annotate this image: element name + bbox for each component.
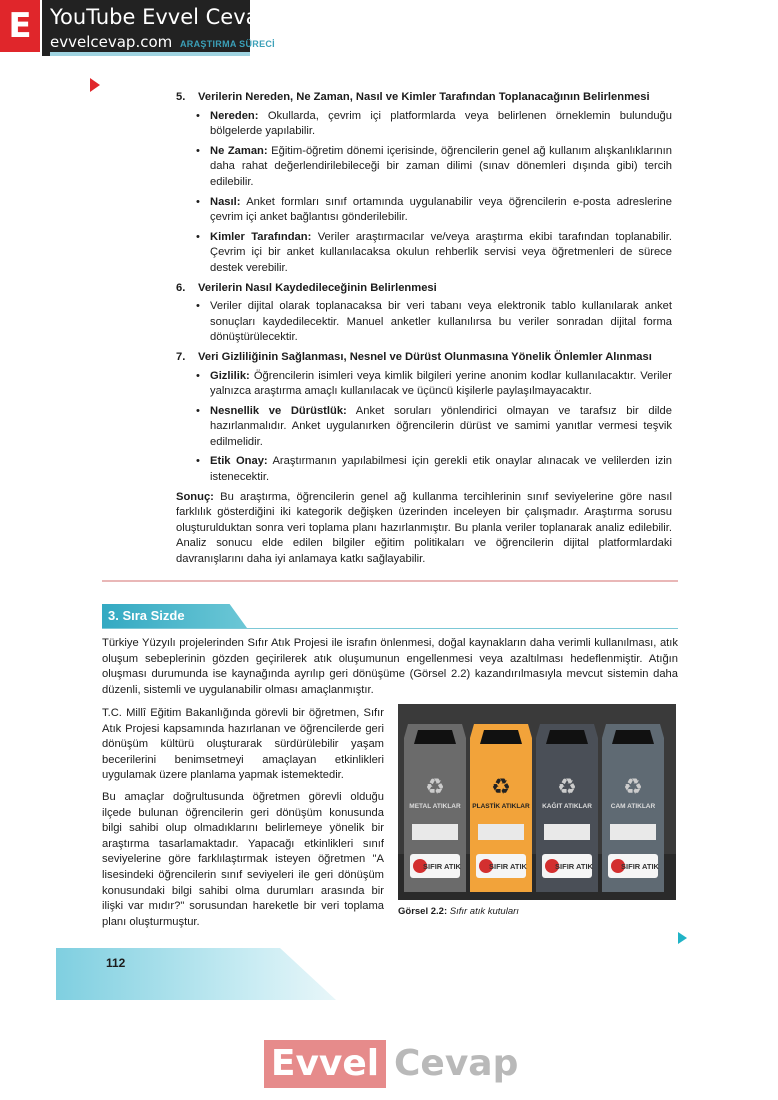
recycle-icon: ♻ xyxy=(623,774,643,799)
sifir-atik-logo: SIFIR ATIK xyxy=(489,862,527,871)
watermark-cevap: Cevap xyxy=(394,1043,519,1084)
list-item xyxy=(210,369,672,400)
bin-label: PLASTİK ATIKLAR xyxy=(472,803,530,810)
recycle-icon: ♻ xyxy=(491,774,511,799)
bullet-list xyxy=(176,299,672,346)
sira-sizde-underline xyxy=(102,628,678,629)
sira-sizde-title: 3. Sıra Sizde xyxy=(108,608,185,623)
header-bar xyxy=(50,52,250,56)
list-item xyxy=(210,144,672,191)
section-number: 5. xyxy=(176,91,186,103)
watermark-evvel: Evvel xyxy=(264,1040,386,1088)
item-text: Anket soruları yönlendirici olmayan ve tarafsız bir dilde hazırlanmalıdır. Anket uygulanırken öğrencilerin dürüst ve samimi yanıtlar vermesi teşvik edilmelidir. xyxy=(210,404,672,448)
item-text: Araştırmanın yapılabilmesi için gerekli etik onaylar alınacak ve velilerden izin istenecektir. xyxy=(210,455,672,484)
item-label: Nesnellik ve Dürüstlük: xyxy=(210,404,347,417)
section-7 xyxy=(176,350,672,486)
item-label: Kimler Tarafından: xyxy=(210,230,312,243)
section-title: Veri Gizliliğinin Sağlanması, Nesnel ve Dürüst Olunmasına Yönelik Önlemler Alınması xyxy=(198,350,652,363)
section-number: 7. xyxy=(176,350,186,363)
bin-label: CAM ATIKLAR xyxy=(610,803,656,810)
section-title: Verilerin Nasıl Kaydedileceğinin Belirlenmesi xyxy=(198,281,437,294)
bullet-list xyxy=(176,109,672,277)
section-heading xyxy=(176,350,672,366)
brand-logo-icon: E xyxy=(0,0,40,52)
bin-label: KAĞIT ATIKLAR xyxy=(542,803,592,810)
item-text: Öğrencilerin isimleri veya kimlik bilgileri yerine anonim kodlar kullanılacaktır. Veriler yalnızca araştırma amaçlı kullanılacak ve üçüncü kişilerle paylaşılmayacaktır. xyxy=(210,369,672,398)
recycle-icon: ♻ xyxy=(425,774,445,799)
left-column-text xyxy=(102,706,384,936)
footer-bar xyxy=(56,948,336,1000)
recycling-bin xyxy=(470,724,532,892)
list-item xyxy=(210,404,672,451)
caption-label: Görsel 2.2: xyxy=(398,906,448,917)
section-6 xyxy=(176,281,672,346)
marker-arrow-icon xyxy=(90,78,100,92)
sifir-atik-logo: SIFIR ATIK xyxy=(423,862,461,871)
item-text: Veriler araştırmacılar ve/veya araştırma ekibi tarafından toplanabilir. Çevrim içi bir anket kullanılacaksa okulun rehberlik servisi veya öğretmenleri de sürece destek verebilir. xyxy=(210,230,673,274)
section-number: 6. xyxy=(176,281,186,294)
brand-url: evvelcevap.com xyxy=(50,33,173,51)
conclusion-label: Sonuç: xyxy=(176,490,214,503)
item-text: Veriler dijital olarak toplanacaksa bir veri tabanı veya elektronik tablo kullanılarak anket sonuçları kaydedilecektir. Manuel anketler kullanılırsa bu veriler sonradan dijital forma dönüştürülecektir. xyxy=(210,300,672,344)
item-label: Gizlilik: xyxy=(210,369,250,382)
recycling-bin xyxy=(602,724,664,892)
intro-paragraph: Türkiye Yüzyılı projelerinden Sıfır Atık Projesi ile israfın önlenmesi, doğal kaynakların daha verimli kullanılması, atık oluşum sebeplerinin gözden geçirilerek atık oluşumunun engellenmesi veya azaltılması hedeflenmiştir. Atığın oluşması durumunda ise kaynağında ayrılıp geri dönüşüme (Görsel 2.2) kazandırılmasıyla mevcut sistemin daha düzenli, sistemli ve uygulanabilir olması amaçlanmıştır. xyxy=(102,637,678,696)
item-label: Etik Onay: xyxy=(210,455,268,468)
next-arrow-icon xyxy=(678,932,687,944)
list-item xyxy=(210,299,672,346)
brand-title: YouTube Evvel Cevap xyxy=(50,5,272,29)
item-text: Anket formları sınıf ortamında uygulanabilir veya öğrencilerin e-posta adreslerine çevrim içi anket bağlantısı gönderilebilir. xyxy=(210,195,672,224)
section-divider xyxy=(102,580,678,582)
recycling-bin xyxy=(404,724,466,892)
paragraph: T.C. Millî Eğitim Bakanlığında görevli bir öğretmen, Sıfır Atık Projesi kapsamında hazırlanan ve öğrencilerde geri dönüşüm kültürü oluşturarak sürdürülebilir yaşam becerilerini benimsetmeyi amaçlayan etkinlikleri uygulamak üzere planlama yapmak istemektedir. xyxy=(102,707,384,782)
sifir-atik-logo: SIFIR ATIK xyxy=(555,862,593,871)
conclusion-text: Bu araştırma, öğrencilerin genel ağ kullanma tercihlerinin sınıf seviyelerine göre nasıl farklılık gösterdiğini iki kategorik değişken üzerinden inceleyen bir çalışmadır. Araştırma sorusu oluşturulduktan sonra veri toplama planı hazırlanmıştır. Bu planla veriler toplanarak analiz edilebilir. Analiz sonucu elde edilen bilgiler eğitim politikaları ve öğrencilerin dijital platformlardaki davranışlarını daha iyi anlamaya katkı sağlayabilir. xyxy=(176,490,672,566)
paragraph: Bu amaçlar doğrultusunda öğretmen görevli olduğu ilçede bulunan öğrencilerin geri dönüşüm konusunda bilgi sahibi olup olmadıklarını belirlemeye yönelik bir araştırma tasarlamaktadır. Yapacağı etkinlikleri sınıf seviyelerine göre farklılaştırmak isteyen öğretmen "A lisesindeki öğrencilerin sınıf seviyeleri ile geri dönüşüm konusundaki bilgi sahibi olma durumları arasında bir ilişki var mıdır?" sorusundan hareketle bir veri toplama planı oluşturmuştur. xyxy=(102,790,384,928)
list-item xyxy=(210,109,672,140)
section-heading xyxy=(176,281,672,297)
item-label: Nereden: xyxy=(210,109,259,122)
recycle-icon: ♻ xyxy=(557,774,577,799)
conclusion-paragraph xyxy=(176,490,672,568)
section-title: Verilerin Nereden, Ne Zaman, Nasıl ve Kimler Tarafından Toplanacağının Belirlenmesi xyxy=(198,91,650,103)
bin-label: METAL ATIKLAR xyxy=(409,803,461,810)
recycling-bins-photo xyxy=(398,704,676,900)
recycling-bins-illustration xyxy=(398,704,676,900)
recycling-bin xyxy=(536,724,598,892)
figure-caption xyxy=(398,906,519,917)
bullet-list xyxy=(176,369,672,486)
caption-text: Sıfır atık kutuları xyxy=(447,906,519,917)
item-label: Ne Zaman: xyxy=(210,144,268,157)
list-item xyxy=(210,454,672,485)
item-label: Nasıl: xyxy=(210,195,241,208)
item-text: Eğitim-öğretim dönemi içerisinde, öğrencilerin genel ağ kullanım alışkanlıklarının daha rahat değerlendirilebileceği bir zaman dilimi (sınav dönemleri dışında gibi) tercih edilebilir. xyxy=(210,144,672,188)
section-heading xyxy=(176,90,672,106)
sifir-atik-logo: SIFIR ATIK xyxy=(621,862,659,871)
page-number: 112 xyxy=(106,956,126,970)
main-content xyxy=(176,88,672,568)
list-item xyxy=(210,195,672,226)
chapter-label: ARAŞTIRMA SÜRECİ xyxy=(180,39,275,49)
list-item xyxy=(210,230,672,277)
item-text: Okullarda, çevrim içi platformlarda veya belirlenen örneklemin bulunduğu bölgelerde yapılabilir. xyxy=(210,109,672,138)
section-5 xyxy=(176,90,672,277)
